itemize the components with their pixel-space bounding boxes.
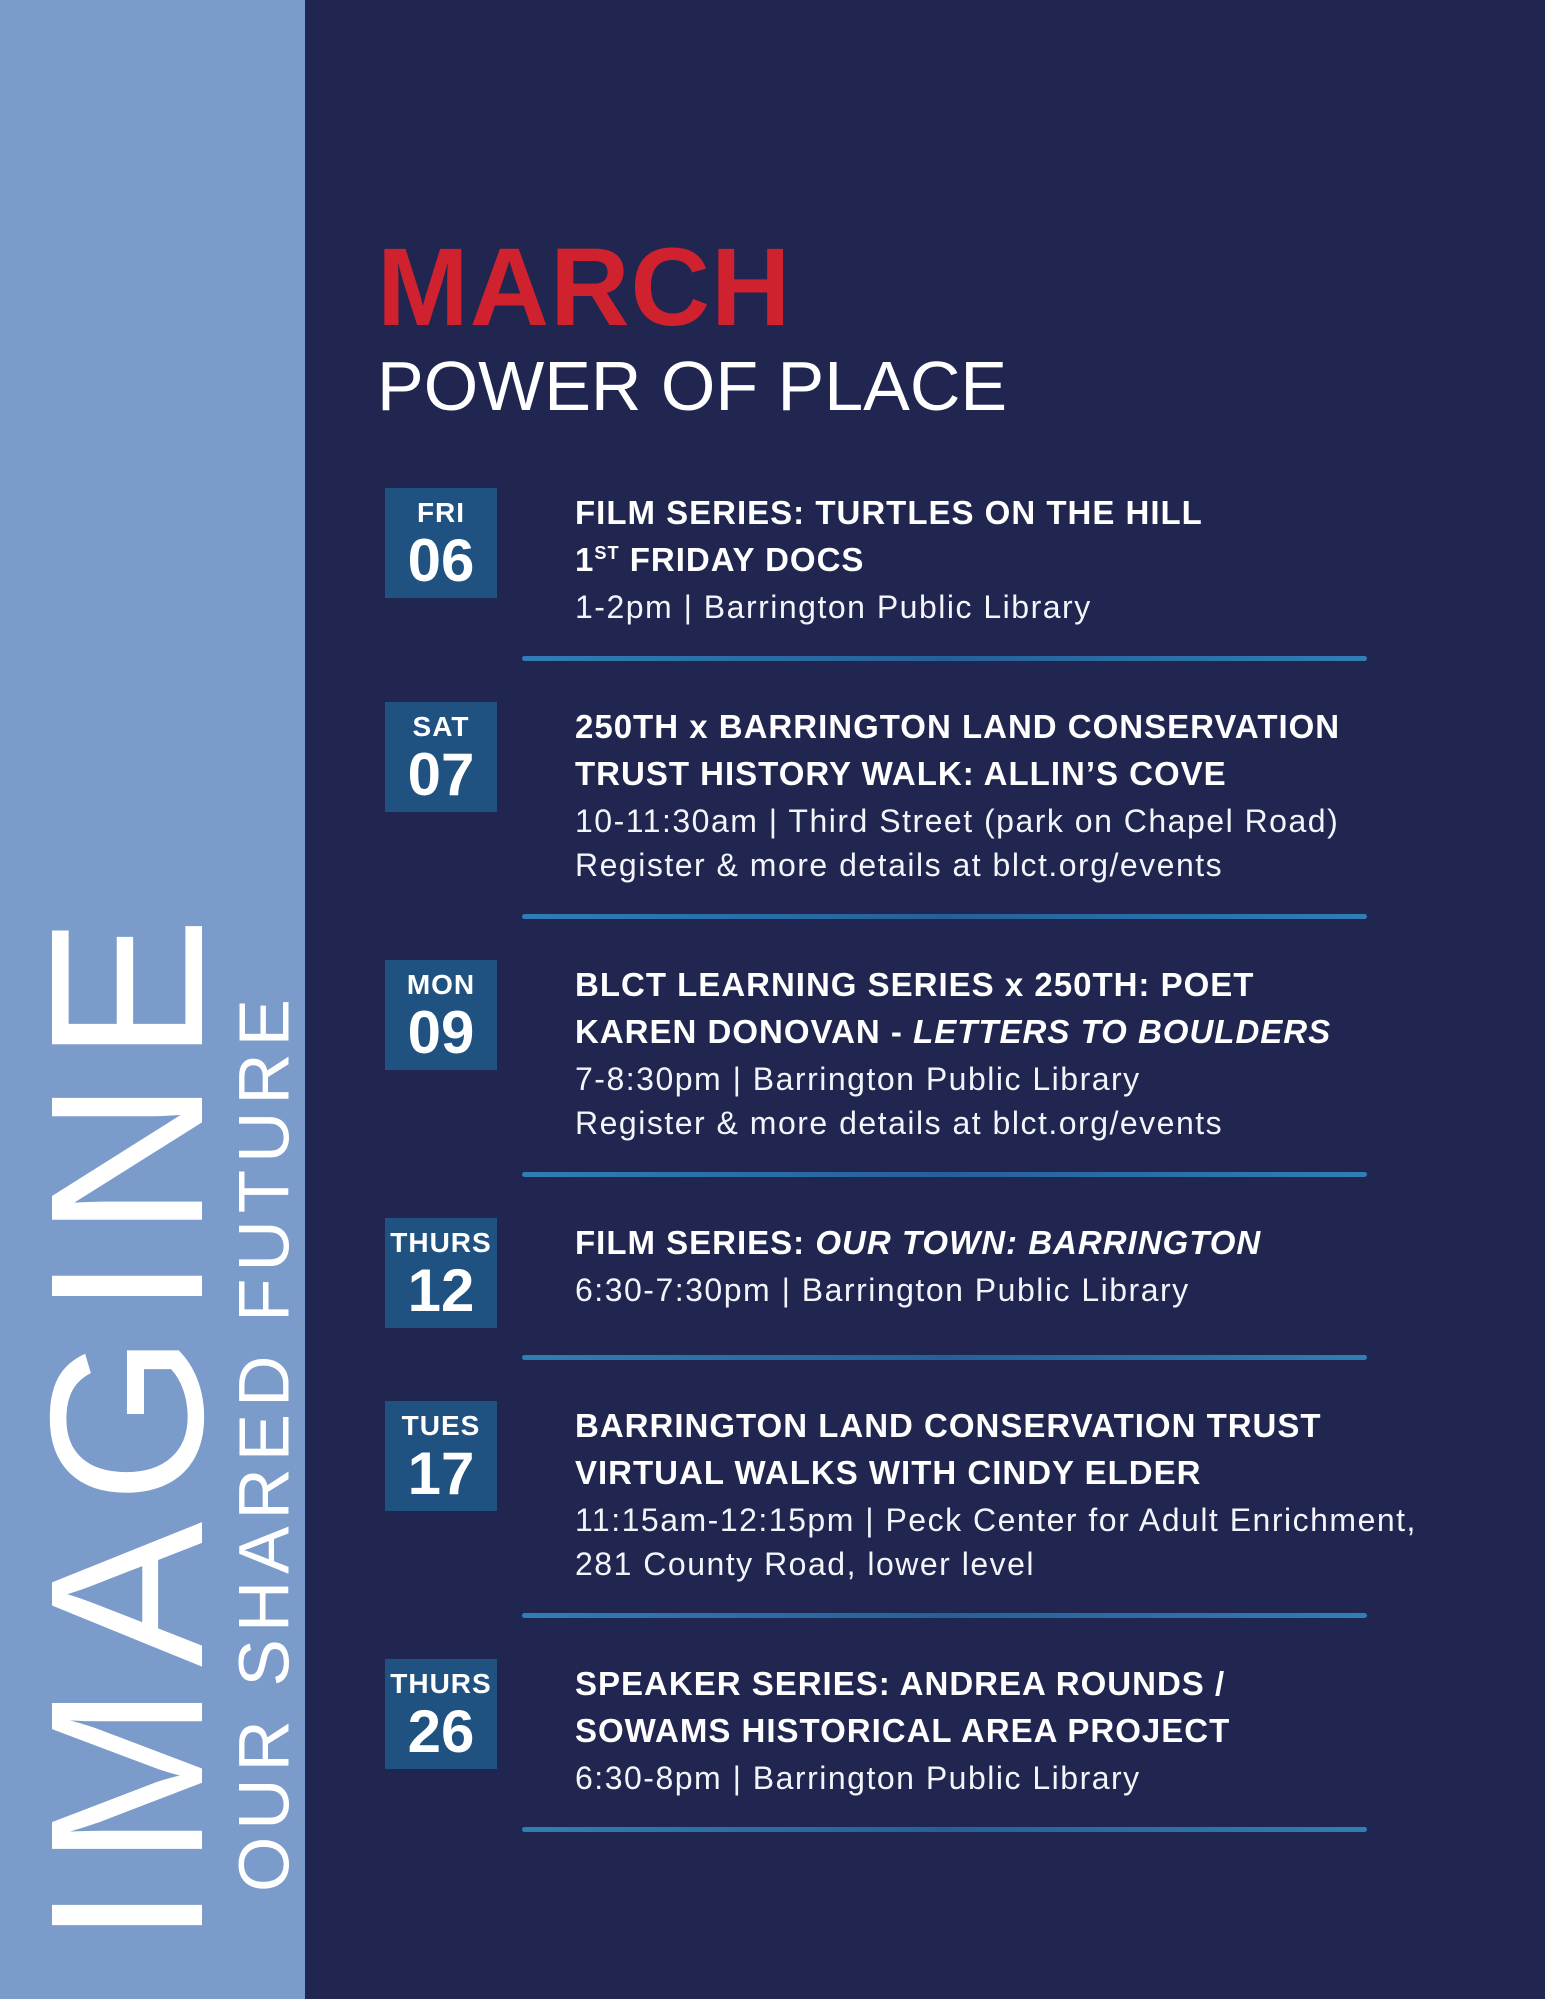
event-text-block [575,960,1331,1145]
event-date-badge [385,1401,497,1511]
event-day-label: FRI [416,497,466,528]
event-title [575,703,1340,797]
event-detail-line: Register & more details at blct.org/events [575,1105,1224,1141]
event-list [385,488,1545,1873]
event-date-badge [385,1659,497,1769]
page-subtitle: POWER OF PLACE [377,347,1008,425]
event-detail-line: 6:30-8pm | Barrington Public Library [575,1760,1141,1796]
event-detail-line: 6:30-7:30pm | Barrington Public Library [575,1272,1190,1308]
event-text-block [575,488,1203,629]
event-row [385,1659,1545,1800]
event-title-segment: FILM SERIES: TURTLES ON THE HILL [575,494,1203,531]
event-title-line [575,1008,1331,1055]
event-date-number: 26 [407,1698,475,1765]
left-sidebar [0,0,305,1999]
event-title-segment: KAREN DONOVAN - [575,1013,914,1050]
event-text-block [575,702,1340,887]
sidebar-tagline-text: OUR SHARED FUTURE [225,991,305,1893]
month-title: MARCH [377,226,792,349]
event-title-segment: 1 [575,541,595,578]
event-title-line [575,1219,1261,1266]
event-title [575,1660,1230,1754]
event-title-line [575,961,1331,1008]
event-details [575,799,1340,887]
event-title-line [575,750,1340,797]
event-row [385,1401,1545,1586]
event-row [385,488,1545,629]
event-title-line [575,536,1203,583]
event-day-label: TUES [401,1410,481,1441]
event-title-segment: 250TH x BARRINGTON LAND CONSERVATION [575,708,1341,745]
event-row [385,960,1545,1145]
event-date-badge [385,488,497,598]
event-detail-line: 1-2pm | Barrington Public Library [575,589,1092,625]
event-divider [522,656,1367,661]
event-date-badge [385,702,497,812]
event-date-badge [385,960,497,1070]
event-detail-line: Register & more details at blct.org/events [575,847,1224,883]
event-details [575,1498,1417,1586]
event-title [575,1402,1417,1496]
event-title-segment: BLCT LEARNING SERIES x 250TH: POET [575,966,1255,1003]
event-divider [522,914,1367,919]
event-details [575,1268,1261,1312]
event-title-italic-segment: LETTERS TO BOULDERS [913,1013,1332,1050]
event-title-segment: FILM SERIES: [575,1224,816,1261]
event-title-segment: BARRINGTON LAND CONSERVATION TRUST [575,1407,1322,1444]
event-title-segment: ST [594,543,620,563]
event-title-line [575,703,1340,750]
event-divider [522,1613,1367,1618]
header [377,226,1008,425]
event-detail-line: 7-8:30pm | Barrington Public Library [575,1061,1141,1097]
event-title-segment: TRUST HISTORY WALK: ALLIN’S COVE [575,755,1227,792]
event-date-number: 17 [407,1440,475,1507]
event-details [575,1057,1331,1145]
event-day-label: THURS [390,1227,492,1258]
event-title-line [575,1707,1230,1754]
event-details [575,585,1203,629]
event-date-badge [385,1218,497,1328]
event-day-label: THURS [390,1668,492,1699]
event-title-line [575,1660,1230,1707]
event-day-label: SAT [412,711,470,742]
event-date-number: 09 [407,999,475,1066]
event-divider [522,1827,1367,1832]
event-title [575,961,1331,1055]
event-title-line [575,489,1203,536]
event-text-block [575,1401,1417,1586]
event-detail-line: 11:15am-12:15pm | Peck Center for Adult Enrichment, [575,1502,1417,1538]
event-row [385,1218,1545,1328]
event-title-italic-segment: OUR TOWN: BARRINGTON [815,1224,1262,1261]
event-divider [522,1355,1367,1360]
sidebar-imagine-text: IMAGINE [6,898,249,1946]
event-detail-line: 10-11:30am | Third Street (park on Chapel Road) [575,803,1340,839]
event-title [575,1219,1261,1266]
event-row [385,702,1545,887]
event-detail-line: 281 County Road, lower level [575,1546,1036,1582]
event-title-line [575,1402,1417,1449]
event-divider [522,1172,1367,1177]
event-date-number: 12 [407,1257,475,1324]
event-text-block [575,1659,1230,1800]
event-title-segment: SPEAKER SERIES: ANDREA ROUNDS / [575,1665,1226,1702]
event-date-number: 06 [407,527,475,594]
event-title-segment: SOWAMS HISTORICAL AREA PROJECT [575,1712,1231,1749]
event-text-block [575,1218,1261,1312]
event-title [575,489,1203,583]
event-details [575,1756,1230,1800]
event-date-number: 07 [407,741,475,808]
event-title-segment: FRIDAY DOCS [619,541,865,578]
event-title-line [575,1449,1417,1496]
event-day-label: MON [406,969,476,1000]
event-title-segment: VIRTUAL WALKS WITH CINDY ELDER [575,1454,1202,1491]
